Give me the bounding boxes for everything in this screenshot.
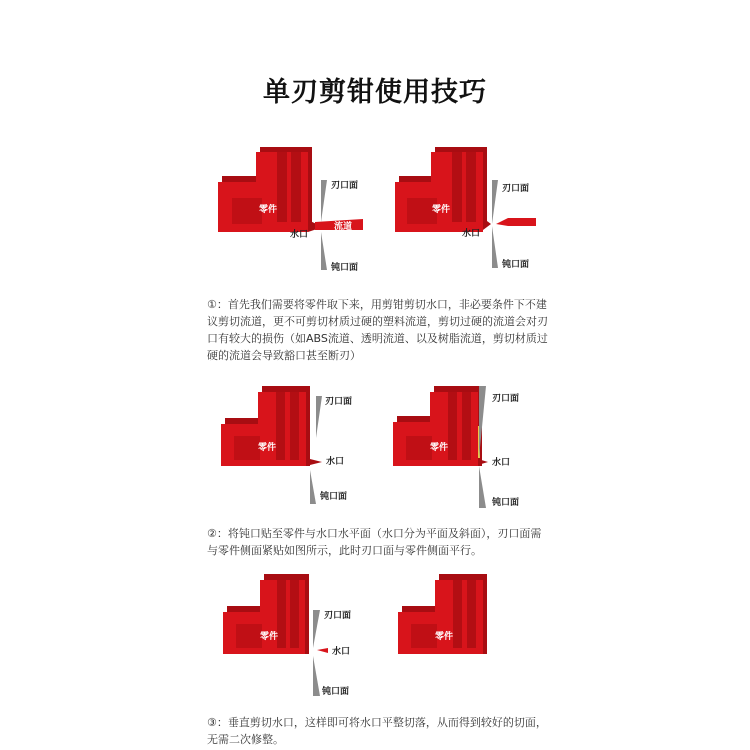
blade-icon xyxy=(492,226,498,268)
runner-label: 流道 xyxy=(334,222,353,232)
blade-icon xyxy=(313,610,320,648)
gate-label: 水口 xyxy=(290,230,309,240)
step2-text: ②：将钝口贴至零件与水口水平面（水口分为平面及斜面），刃口面需与零件侧面紧贴如图所示，此时刃口面与零件侧面平行。 xyxy=(207,527,542,557)
blade-face-label: 刃口面 xyxy=(492,394,520,404)
part-label: 零件 xyxy=(258,443,277,453)
blunt-face-label: 钝口面 xyxy=(492,498,520,508)
gate-label: 水口 xyxy=(332,647,351,657)
part-label: 零件 xyxy=(432,205,451,215)
blunt-face-label: 钝口面 xyxy=(322,687,350,697)
blade-face-label: 刃口面 xyxy=(325,397,353,407)
diagram-step1-after xyxy=(392,140,552,275)
diagram-step3-result xyxy=(395,570,495,670)
blade-face-label: 刃口面 xyxy=(502,184,530,194)
blunt-face-label: 钝口面 xyxy=(331,263,359,273)
part-label: 零件 xyxy=(260,632,279,642)
diagram-step2-before xyxy=(218,382,378,507)
blade-icon xyxy=(310,470,316,504)
part-label: 零件 xyxy=(430,443,449,453)
gate-label: 水口 xyxy=(326,457,345,467)
diagram-step2-after xyxy=(390,382,550,512)
blade-icon xyxy=(316,396,322,438)
diagram-step1-before xyxy=(215,140,375,275)
blade-icon xyxy=(479,386,486,458)
part-label: 零件 xyxy=(259,205,278,215)
blade-icon xyxy=(479,466,486,508)
gate-label: 水口 xyxy=(492,458,511,468)
blade-icon xyxy=(321,232,327,270)
step3-text: ③：垂直剪切水口，这样即可将水口平整切落，从而得到较好的切面，无需二次修整。 xyxy=(207,716,547,746)
diagram-step3-cut xyxy=(220,570,380,700)
part-label: 零件 xyxy=(435,632,454,642)
blunt-face-label: 钝口面 xyxy=(502,260,530,270)
page-title: 单刃剪钳使用技巧 xyxy=(263,77,487,108)
blade-icon xyxy=(313,656,320,696)
blade-face-label: 刃口面 xyxy=(324,611,352,621)
gate-label: 水口 xyxy=(462,229,481,239)
blade-icon xyxy=(492,180,498,224)
step1-text: ①：首先我们需要将零件取下来，用剪钳剪切水口，非必要条件下不建议剪切流道，更不可剪切材质过硬的塑料流道，剪切过硬的流道会对刃口有较大的损伤（如ABS流道、透明流道、以及树脂流道，剪切材质过硬的流道会导致豁口甚至断刃） xyxy=(207,298,548,362)
blade-face-label: 刃口面 xyxy=(331,181,359,191)
blunt-face-label: 钝口面 xyxy=(320,492,348,502)
blade-icon xyxy=(321,180,327,222)
